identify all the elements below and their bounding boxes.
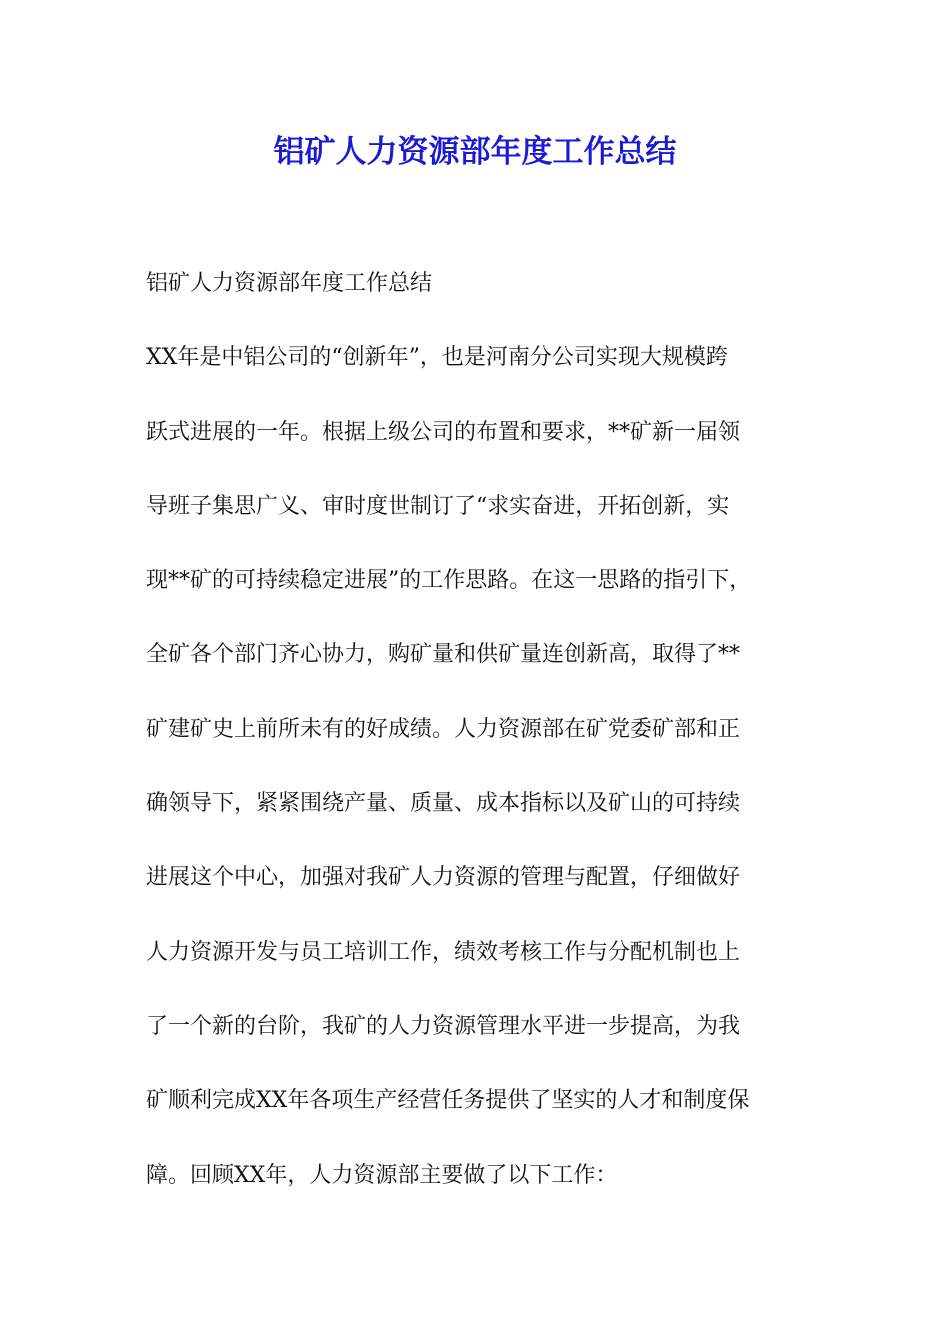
body-line: 矿建矿史上前所未有的好成绩。人力资源部在矿党委矿部和正 bbox=[146, 716, 741, 742]
body-line: XX年是中铝公司的“创新年”，也是河南分公司实现大规模跨 bbox=[146, 345, 728, 371]
body-line: 人力资源开发与员工培训工作，绩效考核工作与分配机制也上 bbox=[146, 939, 741, 965]
body-line: 了一个新的台阶，我矿的人力资源管理水平进一步提高，为我 bbox=[146, 1013, 741, 1039]
body-line: 跃式进展的一年。根据上级公司的布置和要求，**矿新一届领 bbox=[146, 419, 741, 445]
body-line: 确领导下，紧紧围绕产量、质量、成本指标以及矿山的可持续 bbox=[146, 791, 741, 817]
body-line: 进展这个中心，加强对我矿人力资源的管理与配置，仔细做好 bbox=[146, 865, 741, 891]
document-title: 铝矿人力资源部年度工作总结 bbox=[273, 134, 677, 170]
document-body bbox=[146, 264, 816, 1230]
body-line: 全矿各个部门齐心协力，购矿量和供矿量连创新高，取得了** bbox=[146, 642, 741, 668]
body-line: 导班子集思广义、审时度世制订了“求实奋进，开拓创新，实 bbox=[146, 493, 730, 519]
body-line: 矿顺利完成XX年各项生产经营任务提供了坚实的人才和制度保 bbox=[146, 1088, 750, 1114]
body-line: 障。回顾XX年，人力资源部主要做了以下工作： bbox=[146, 1162, 618, 1188]
body-line: 铝矿人力资源部年度工作总结 bbox=[146, 271, 433, 296]
body-line: 现**矿的可持续稳定进展”的工作思路。在这一思路的指引下， bbox=[146, 568, 752, 594]
